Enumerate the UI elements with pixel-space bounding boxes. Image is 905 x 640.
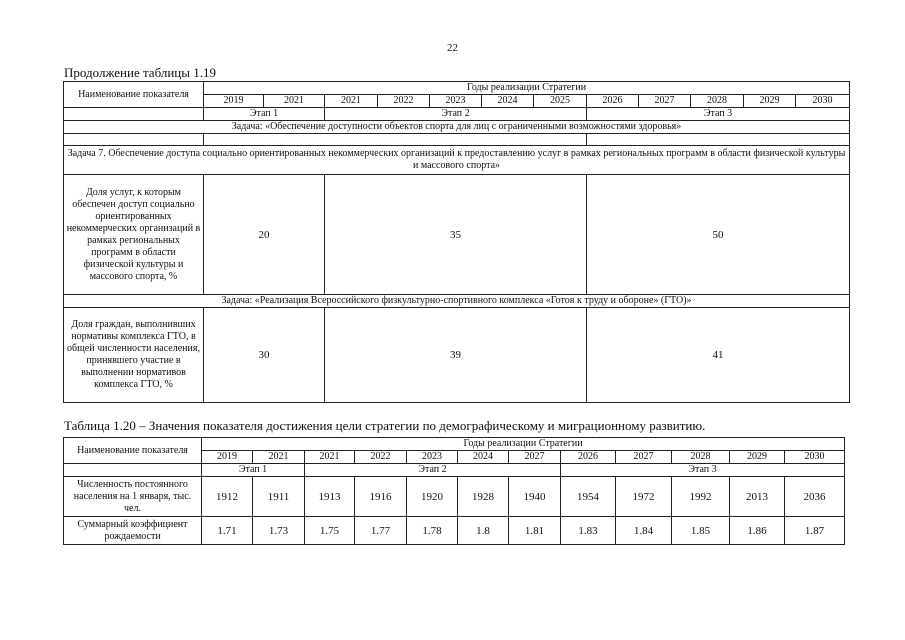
table1-caption: Продолжение таблицы 1.19 <box>64 65 216 80</box>
empty-cell <box>64 108 204 121</box>
table-cell: 1972 <box>616 477 672 517</box>
stage-2: Этап 2 <box>305 464 561 477</box>
table-cell: 1.83 <box>561 517 616 545</box>
year-cell: 2023 <box>430 95 482 108</box>
table-cell: 1911 <box>253 477 305 517</box>
row1-value: 35 <box>325 175 587 295</box>
year-cell: 2021 <box>253 451 305 464</box>
year-cell: 2026 <box>587 95 639 108</box>
stage-1: Этап 1 <box>204 108 325 121</box>
table-cell: 1.84 <box>616 517 672 545</box>
row2-value: 39 <box>325 308 587 403</box>
row2-value: 30 <box>204 308 325 403</box>
table-cell: 1.71 <box>202 517 253 545</box>
fertility-row-name: Суммарный коэффициент рождаемости <box>64 517 202 545</box>
year-cell: 2024 <box>458 451 509 464</box>
table-cell: 1920 <box>407 477 458 517</box>
header-years: Годы реализации Стратегии <box>204 82 850 95</box>
row1-name: Доля услуг, к которым обеспечен доступ социально ориентированных некоммерческих организаций в рамках региональных программ в области физической культуры и массового спорта, % <box>64 175 204 295</box>
stage-3: Этап 3 <box>561 464 845 477</box>
table-cell: 1954 <box>561 477 616 517</box>
header-name: Наименование показателя <box>64 438 202 464</box>
table-cell: 1.85 <box>672 517 730 545</box>
stage-2: Этап 2 <box>325 108 587 121</box>
table-cell: 2036 <box>785 477 845 517</box>
table-cell: 1.81 <box>509 517 561 545</box>
year-cell: 2027 <box>509 451 561 464</box>
year-cell: 2030 <box>785 451 845 464</box>
year-cell: 2019 <box>202 451 253 464</box>
stage-3: Этап 3 <box>587 108 850 121</box>
year-cell: 2027 <box>616 451 672 464</box>
table-1-20 <box>63 437 845 545</box>
table-cell: 1.75 <box>305 517 355 545</box>
task-row: Задача: «Реализация Всероссийского физкультурно-спортивного комплекса «Готов к труду и обороне» (ГТО)» <box>64 295 850 308</box>
empty-cell <box>587 134 850 146</box>
empty-cell <box>64 134 204 146</box>
year-cell: 2019 <box>204 95 264 108</box>
year-cell: 2025 <box>534 95 587 108</box>
empty-cell <box>204 134 587 146</box>
year-cell: 2021 <box>264 95 325 108</box>
table-cell: 1912 <box>202 477 253 517</box>
row1-value: 20 <box>204 175 325 295</box>
table-cell: 1.8 <box>458 517 509 545</box>
year-cell: 2029 <box>730 451 785 464</box>
task-row: Задача: «Обеспечение доступности объектов спорта для лиц с ограниченными возможностями здоровья» <box>64 121 850 134</box>
year-cell: 2028 <box>691 95 744 108</box>
table-cell: 1992 <box>672 477 730 517</box>
table-cell: 1940 <box>509 477 561 517</box>
header-years: Годы реализации Стратегии <box>202 438 845 451</box>
table2-caption: Таблица 1.20 – Значения показателя достижения цели стратегии по демографическому и миграционному развитию. <box>64 418 706 433</box>
year-cell: 2021 <box>325 95 378 108</box>
table-cell: 2013 <box>730 477 785 517</box>
year-cell: 2027 <box>639 95 691 108</box>
page-number: 22 <box>447 42 458 54</box>
table-cell: 1913 <box>305 477 355 517</box>
header-name: Наименование показателя <box>64 82 204 108</box>
year-cell: 2023 <box>407 451 458 464</box>
year-cell: 2022 <box>355 451 407 464</box>
stage-1: Этап 1 <box>202 464 305 477</box>
year-cell: 2029 <box>744 95 796 108</box>
row1-value: 50 <box>587 175 850 295</box>
year-cell: 2024 <box>482 95 534 108</box>
task-7-row: Задача 7. Обеспечение доступа социально ориентированных некоммерческих организаций к предоставлению услуг в рамках региональных программ в области физической культуры и массового спорта» <box>64 146 850 175</box>
year-cell: 2030 <box>796 95 850 108</box>
year-cell: 2028 <box>672 451 730 464</box>
table-cell: 1.73 <box>253 517 305 545</box>
table-cell: 1.77 <box>355 517 407 545</box>
row2-value: 41 <box>587 308 850 403</box>
row2-name: Доля граждан, выполнивших нормативы комплекса ГТО, в общей численности населения, принявшего участие в выполнении нормативов комплекса ГТО, % <box>64 308 204 403</box>
table-cell: 1.78 <box>407 517 458 545</box>
table-cell: 1916 <box>355 477 407 517</box>
year-cell: 2021 <box>305 451 355 464</box>
table-cell: 1.87 <box>785 517 845 545</box>
year-cell: 2026 <box>561 451 616 464</box>
population-row-name: Численность постоянного населения на 1 января, тыс. чел. <box>64 477 202 517</box>
table-1-19 <box>63 81 850 403</box>
empty-cell <box>64 464 202 477</box>
table-cell: 1928 <box>458 477 509 517</box>
table-cell: 1.86 <box>730 517 785 545</box>
year-cell: 2022 <box>378 95 430 108</box>
